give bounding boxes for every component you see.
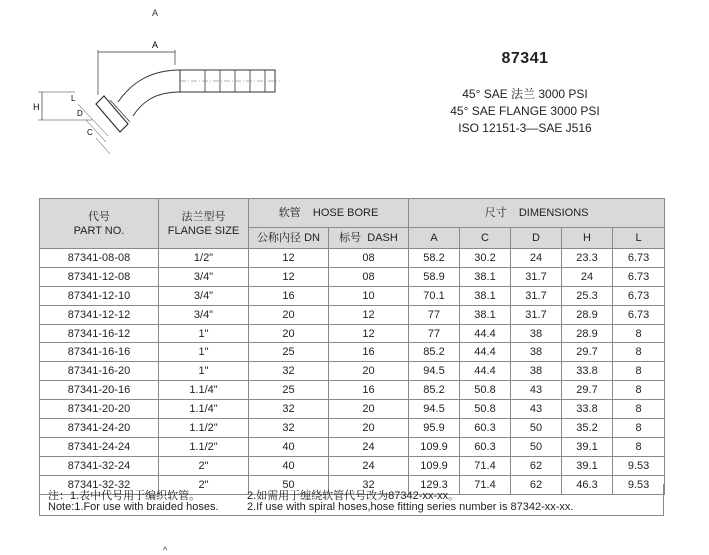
cell-dash: 20 [329, 400, 409, 419]
header-part-no-cn: 代号 [88, 210, 110, 223]
cell-dim-l: 6.73 [613, 267, 665, 286]
cell-dim-d: 43 [511, 400, 562, 419]
header-flange [159, 199, 249, 249]
cell-part-no: 87341-12-10 [40, 286, 159, 305]
table-row [40, 400, 665, 419]
cell-flange-size: 3/4" [159, 286, 249, 305]
cell-flange-size: 3/4" [159, 305, 249, 324]
table-row [40, 437, 665, 456]
cell-dim-a: 58.9 [409, 267, 460, 286]
elbow-outer [118, 70, 180, 102]
cell-dim-d: 50 [511, 437, 562, 456]
header-hose-bore: 软管 HOSE BORE [249, 199, 409, 228]
cell-flange-size: 1" [159, 324, 249, 343]
cell-dn: 16 [249, 286, 329, 305]
cell-part-no: 87341-24-24 [40, 437, 159, 456]
cell-dim-d: 31.7 [511, 286, 562, 305]
spec-line-cn: 45° SAE 法兰 3000 PSI [462, 87, 588, 101]
cell-dim-a: 109.9 [409, 456, 460, 475]
table-row [40, 343, 665, 362]
cell-dash: 12 [329, 305, 409, 324]
dim-label-h: H [33, 102, 40, 112]
cell-dim-a: 95.9 [409, 419, 460, 438]
table-row [40, 324, 665, 343]
header-l: L [613, 228, 665, 249]
stray-mark-bottom: ^ [163, 545, 168, 555]
cell-part-no: 87341-12-08 [40, 267, 159, 286]
table-row [40, 362, 665, 381]
cell-dash: 12 [329, 324, 409, 343]
note-en-2: 2.If use with spiral hoses,hose fitting series number is 87342-xx-xx. [247, 501, 574, 513]
dim-label-l: L [71, 94, 76, 103]
cell-dim-d: 31.7 [511, 267, 562, 286]
cell-dim-h: 23.3 [562, 249, 613, 268]
cell-part-no: 87341-16-20 [40, 362, 159, 381]
cell-dim-h: 39.1 [562, 456, 613, 475]
header-d: D [511, 228, 562, 249]
cell-flange-size: 1/2" [159, 249, 249, 268]
cell-part-no: 87341-20-16 [40, 381, 159, 400]
cell-dn: 50 [249, 475, 329, 494]
header-dimensions: 尺寸 DIMENSIONS [409, 199, 665, 228]
cell-dim-a: 70.1 [409, 286, 460, 305]
cell-dash: 16 [329, 343, 409, 362]
cell-dim-a: 129.3 [409, 475, 460, 494]
cell-part-no: 87341-20-20 [40, 400, 159, 419]
header-flange-en: FLANGE SIZE [167, 224, 240, 237]
cell-dim-c: 60.3 [460, 419, 511, 438]
header-h: H [562, 228, 613, 249]
cell-dn: 32 [249, 419, 329, 438]
cell-dim-h: 46.3 [562, 475, 613, 494]
cell-dim-l: 6.73 [613, 305, 665, 324]
cell-dim-d: 38 [511, 324, 562, 343]
cell-dn: 40 [249, 456, 329, 475]
cell-dim-d: 43 [511, 381, 562, 400]
cell-dim-a: 85.2 [409, 381, 460, 400]
cell-flange-size: 2" [159, 475, 249, 494]
spec-line-iso: ISO 12151-3—SAE J516 [458, 121, 592, 135]
table-row [40, 381, 665, 400]
cell-dim-h: 24 [562, 267, 613, 286]
header-dn: 公称内径 DN [249, 228, 329, 249]
fitting-technical-drawing [30, 30, 320, 170]
cell-dim-l: 8 [613, 419, 665, 438]
dim-label-c: C [87, 128, 93, 137]
cell-dn: 12 [249, 267, 329, 286]
cell-dn: 40 [249, 437, 329, 456]
cell-dash: 32 [329, 475, 409, 494]
header-part-no-en: PART NO. [73, 224, 125, 237]
cell-part-no: 87341-32-32 [40, 475, 159, 494]
header-c: C [460, 228, 511, 249]
note-en-1: Note:1.For use with braided hoses. [48, 501, 219, 513]
cell-dim-c: 60.3 [460, 437, 511, 456]
cell-dim-c: 50.8 [460, 400, 511, 419]
cell-dim-c: 44.4 [460, 324, 511, 343]
cell-dash: 08 [329, 267, 409, 286]
header-a: A [409, 228, 460, 249]
part-number-title: 87341 [501, 50, 549, 67]
cell-dn: 32 [249, 400, 329, 419]
table-row [40, 419, 665, 438]
cell-dim-l: 8 [613, 437, 665, 456]
cell-dim-l: 8 [613, 381, 665, 400]
cell-dn: 20 [249, 324, 329, 343]
cell-dim-l: 6.73 [613, 249, 665, 268]
cell-flange-size: 1.1/4" [159, 400, 249, 419]
table-row [40, 305, 665, 324]
cell-dim-d: 31.7 [511, 305, 562, 324]
cell-dn: 25 [249, 343, 329, 362]
cell-dash: 08 [329, 249, 409, 268]
cell-dim-c: 44.4 [460, 362, 511, 381]
cell-flange-size: 1.1/2" [159, 419, 249, 438]
cell-dash: 20 [329, 419, 409, 438]
cell-dim-h: 25.3 [562, 286, 613, 305]
cell-dim-a: 85.2 [409, 343, 460, 362]
cell-dim-d: 38 [511, 343, 562, 362]
cell-dash: 16 [329, 381, 409, 400]
cell-dim-a: 109.9 [409, 437, 460, 456]
cell-dim-c: 71.4 [460, 456, 511, 475]
cell-dn: 32 [249, 362, 329, 381]
table-row [40, 286, 665, 305]
cell-dim-d: 24 [511, 249, 562, 268]
cell-dim-c: 44.4 [460, 343, 511, 362]
cell-dim-c: 38.1 [460, 305, 511, 324]
cell-dim-l: 9.53 [613, 475, 665, 494]
cell-dim-a: 77 [409, 305, 460, 324]
dim-label-a: A [152, 40, 159, 50]
cell-dim-l: 8 [613, 324, 665, 343]
header-flange-cn: 法兰型号 [181, 210, 226, 223]
cell-part-no: 87341-16-12 [40, 324, 159, 343]
cell-dim-h: 35.2 [562, 419, 613, 438]
table-body [40, 249, 665, 495]
cell-dim-c: 71.4 [460, 475, 511, 494]
cell-dim-l: 9.53 [613, 456, 665, 475]
header-dash: 标号 DASH [329, 228, 409, 249]
cell-dash: 24 [329, 456, 409, 475]
cell-dim-l: 6.73 [613, 286, 665, 305]
header-part-no [40, 199, 159, 249]
cell-dim-c: 30.2 [460, 249, 511, 268]
table-row [40, 456, 665, 475]
cell-dim-a: 77 [409, 324, 460, 343]
note-cn-1: 注：1.表中代号用于编织软管。 [48, 490, 201, 502]
cell-part-no: 87341-24-20 [40, 419, 159, 438]
cell-dim-a: 94.5 [409, 362, 460, 381]
cell-dim-c: 50.8 [460, 381, 511, 400]
table-row [40, 249, 665, 268]
cell-dim-h: 33.8 [562, 400, 613, 419]
cell-part-no: 87341-32-24 [40, 456, 159, 475]
cell-dim-l: 8 [613, 362, 665, 381]
cell-dim-h: 33.8 [562, 362, 613, 381]
note-cn-2: 2.如需用于缠绕软管代号改为87342-xx-xx。 [247, 490, 460, 502]
cell-dim-l: 8 [613, 343, 665, 362]
cell-flange-size: 3/4" [159, 267, 249, 286]
cell-dim-h: 29.7 [562, 381, 613, 400]
stray-label-top: A [152, 8, 159, 18]
dim-label-d: D [77, 109, 83, 118]
cell-dim-a: 94.5 [409, 400, 460, 419]
cell-dash: 10 [329, 286, 409, 305]
spec-line-en: 45° SAE FLANGE 3000 PSI [450, 104, 600, 118]
cell-dim-a: 58.2 [409, 249, 460, 268]
cell-dash: 20 [329, 362, 409, 381]
cell-part-no: 87341-12-12 [40, 305, 159, 324]
cell-flange-size: 1.1/4" [159, 381, 249, 400]
cell-dash: 24 [329, 437, 409, 456]
dim-line [96, 138, 110, 154]
cell-dn: 12 [249, 249, 329, 268]
cell-dim-l: 8 [613, 400, 665, 419]
cell-flange-size: 1" [159, 343, 249, 362]
cell-dim-c: 38.1 [460, 286, 511, 305]
product-header [400, 50, 650, 137]
cell-dim-d: 62 [511, 475, 562, 494]
cell-dn: 25 [249, 381, 329, 400]
table-row [40, 267, 665, 286]
dimension-table [39, 198, 665, 495]
cell-dim-d: 62 [511, 456, 562, 475]
cell-dim-h: 29.7 [562, 343, 613, 362]
cell-dn: 20 [249, 305, 329, 324]
elbow-inner [133, 92, 180, 116]
cell-part-no: 87341-16-16 [40, 343, 159, 362]
cell-dim-h: 39.1 [562, 437, 613, 456]
cell-flange-size: 1.1/2" [159, 437, 249, 456]
cell-dim-h: 28.9 [562, 324, 613, 343]
cell-dim-d: 38 [511, 362, 562, 381]
cell-flange-size: 2" [159, 456, 249, 475]
cell-dim-h: 28.9 [562, 305, 613, 324]
notes-block [39, 484, 664, 516]
cell-part-no: 87341-08-08 [40, 249, 159, 268]
cell-dim-d: 50 [511, 419, 562, 438]
cell-dim-c: 38.1 [460, 267, 511, 286]
flange-face [110, 100, 130, 122]
cell-flange-size: 1" [159, 362, 249, 381]
